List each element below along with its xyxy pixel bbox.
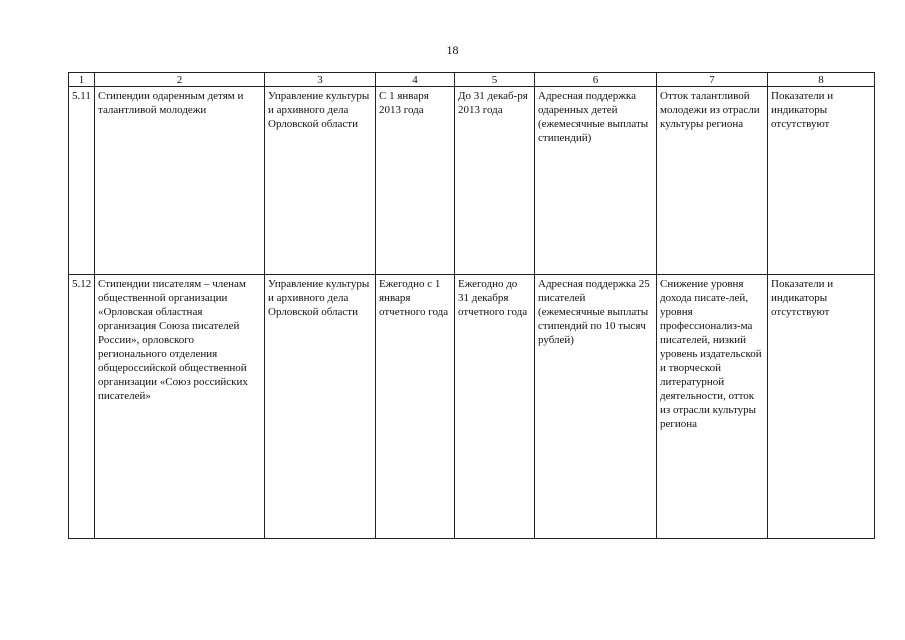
consequences: Снижение уровня дохода писате-лей, уровня профессионализ-ма писателей, низкий уровень издательской и творческой литературной деятельности, отток из отрасли культуры региона (657, 275, 768, 539)
end-date: До 31 декаб-ря 2013 года (455, 87, 535, 275)
header-col-7: 7 (657, 73, 768, 87)
header-col-1: 1 (69, 73, 95, 87)
executor: Управление культуры и архивного дела Орловской области (265, 275, 376, 539)
activity-name: Стипендии одаренным детям и талантливой молодежи (95, 87, 265, 275)
header-row (69, 73, 875, 87)
expected-result: Адресная поддержка одаренных детей (ежемесячные выплаты стипендий) (535, 87, 657, 275)
page-number: 18 (446, 43, 459, 57)
header-col-8: 8 (768, 73, 875, 87)
consequences: Отток талантливой молодежи из отрасли культуры региона (657, 87, 768, 275)
header-col-4: 4 (376, 73, 455, 87)
table-row (69, 275, 875, 539)
executor: Управление культуры и архивного дела Орловской области (265, 87, 376, 275)
indicators: Показатели и индикаторы отсутствуют (768, 87, 875, 275)
table-row (69, 87, 875, 275)
end-date: Ежегодно до 31 декабря отчетного года (455, 275, 535, 539)
header-col-5: 5 (455, 73, 535, 87)
header-col-2: 2 (95, 73, 265, 87)
row-number: 5.11 (69, 87, 95, 275)
start-date: С 1 января 2013 года (376, 87, 455, 275)
indicators: Показатели и индикаторы отсутствуют (768, 275, 875, 539)
header-col-3: 3 (265, 73, 376, 87)
activity-name: Стипендии писателям – членам общественной организации «Орловская областная организация Союза писателей России», орловского регионального отделения общероссийской общественной организации «Союз российских писателей» (95, 275, 265, 539)
program-table (68, 72, 874, 538)
start-date: Ежегодно с 1 января отчетного года (376, 275, 455, 539)
header-col-6: 6 (535, 73, 657, 87)
activities-table (68, 72, 875, 539)
row-number: 5.12 (69, 275, 95, 539)
expected-result: Адресная поддержка 25 писателей (ежемесячные выплаты стипендий по 10 тысяч рублей) (535, 275, 657, 539)
